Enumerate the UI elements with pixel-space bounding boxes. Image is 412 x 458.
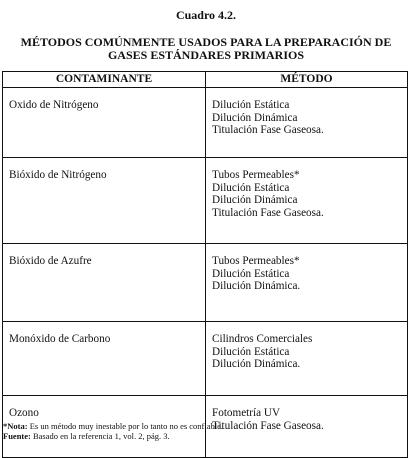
note-label: *Nota: xyxy=(3,421,28,431)
contaminant-cell: Ozono xyxy=(3,396,206,458)
methods-table xyxy=(2,71,408,458)
method-cell: Fotometría UV Titulación Fase Gaseosa. xyxy=(206,396,408,458)
contaminant-cell: Monóxido de Carbono xyxy=(3,322,206,396)
table-caption: Cuadro 4.2. xyxy=(175,8,237,22)
method-cell: Cilindros Comerciales Dilución Estática Dilución Dinámica. xyxy=(206,322,408,396)
table-title: MÉTODOS COMÚNMENTE USADOS PARA LA PREPARACIÓN DE GASES ESTÁNDARES PRIMARIOS xyxy=(20,35,392,62)
header-method: MÉTODO xyxy=(206,72,408,88)
source-label: Fuente: xyxy=(3,431,31,441)
contaminant-cell: Oxido de Nitrógeno xyxy=(3,88,206,158)
source-text: Basado en la referencia 1, vol. 2, pág. 3. xyxy=(30,431,170,441)
method-cell: Tubos Permeables* Dilución Estática Dilución Dinámica. xyxy=(206,244,408,322)
table-row xyxy=(3,88,408,158)
contaminant-cell: Bióxido de Nitrógeno xyxy=(3,158,206,244)
method-cell: Tubos Permeables* Dilución Estática Dilución Dinámica Titulación Fase Gaseosa. xyxy=(206,158,408,244)
table-row xyxy=(3,158,408,244)
contaminant-cell: Bióxido de Azufre xyxy=(3,244,206,322)
table-row xyxy=(3,244,408,322)
note-line xyxy=(3,421,223,431)
header-contaminant: CONTAMINANTE xyxy=(3,72,206,88)
note-text: Es un método muy inestable por lo tanto no es confiable. xyxy=(27,421,224,431)
table-row xyxy=(3,322,408,396)
footnotes xyxy=(3,421,223,441)
source-line xyxy=(3,431,223,441)
method-cell: Dilución Estática Dilución Dinámica Titulación Fase Gaseosa. xyxy=(206,88,408,158)
